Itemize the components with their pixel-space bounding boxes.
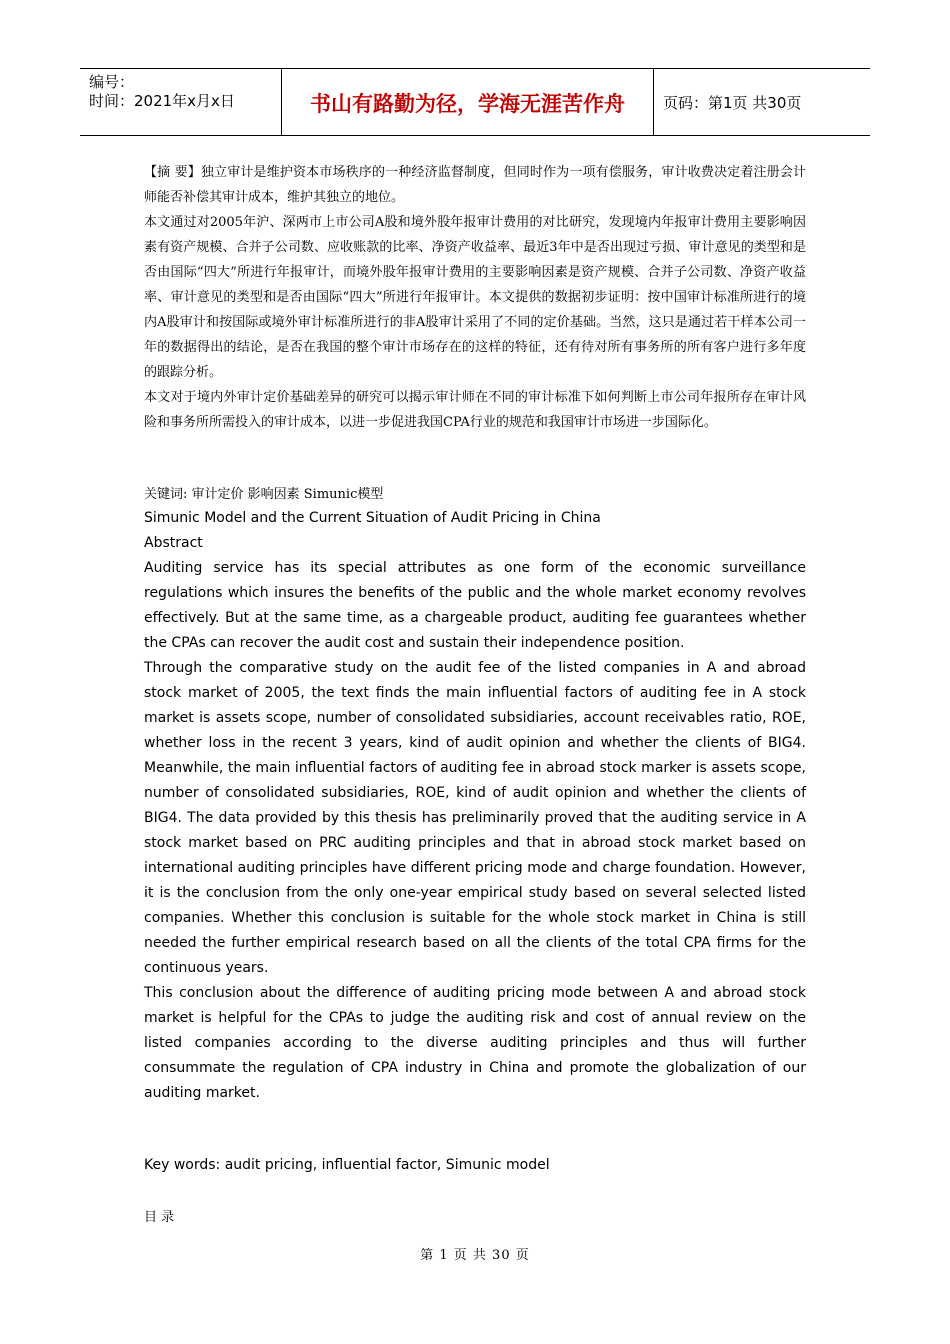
- page-footer: 第 1 页 共 30 页: [420, 1248, 530, 1263]
- abstract-en-paragraph-3: This conclusion about the difference of auditing pricing mode between A and abroad stock market is helpful for the CPAs to judge the auditing risk and cost of annual review on the listed companies according to the diverse auditing principles and thus will further consummate the regulation of CPA industry in China and promote the globalization of our auditing market.: [144, 985, 806, 1101]
- page-header: [80, 68, 870, 136]
- english-title: Simunic Model and the Current Situation of Audit Pricing in China: [144, 510, 601, 526]
- time-label: 时间：2021年x月x日: [89, 92, 235, 110]
- header-page-cell: [654, 69, 870, 135]
- abstract-cn-paragraph-1: 【摘 要】独立审计是维护资本市场秩序的一种经济监督制度，但同时作为一项有偿服务，审计收费决定着注册会计师能否补偿其审计成本，维护其独立的地位。: [144, 165, 806, 205]
- keywords-en-block: [144, 1153, 806, 1178]
- header-motto: 书山有路勤为径，学海无涯苦作舟: [310, 92, 625, 116]
- abstract-cn-paragraph-2: 本文通过对2005年沪、深两市上市公司A股和境外股年报审计费用的对比研究，发现境内年报审计费用主要影响因素有资产规模、合并子公司数、应收账款的比率、净资产收益率、最近3年中是否出现过亏损、审计意见的类型和是否由国际“四大”所进行年报审计，而境外股年报审计费用的主要影响因素是资产规模、合并子公司数、净资产收益率、审计意见的类型和是否由国际“四大”所进行年报审计。本文提供的数据初步证明：按中国审计标准所进行的境内A股审计和按国际或境外审计标准所进行的非A股审计采用了不同的定价基础。当然，这只是通过若干样本公司一年的数据得出的结论，是否在我国的整个审计市场存在的这样的特征，还有待对所有事务所的所有客户进行多年度的跟踪分析。: [144, 215, 806, 380]
- toc-block: [144, 1205, 806, 1230]
- serial-label: 编号：: [89, 73, 135, 91]
- abstract-heading: Abstract: [144, 535, 203, 551]
- keywords-cn-block: [144, 482, 806, 507]
- header-meta-cell: [80, 69, 281, 135]
- abstract-cn-paragraph-3: 本文对于境内外审计定价基础差异的研究可以揭示审计师在不同的审计标准下如何判断上市公司年报所存在审计风险和事务所所需投入的审计成本，以进一步促进我国CPA行业的规范和我国审计市场进一步国际化。: [144, 390, 806, 430]
- header-motto-cell: [281, 69, 654, 135]
- abstract-en: [144, 506, 806, 1106]
- abstract-en-paragraph-1: Auditing service has its special attributes as one form of the economic surveillance regulations which insures the benefits of the public and the whole market economy revolves effectively. But at the same time, as a chargeable product, auditing fee guarantees whether the CPAs can recover the audit cost and sustain their independence position.: [144, 560, 806, 651]
- abstract-cn: [144, 160, 806, 435]
- toc-heading: 目 录: [144, 1210, 175, 1225]
- abstract-en-paragraph-2: Through the comparative study on the audit fee of the listed companies in A and abroad stock market of 2005, the text finds the main influential factors of auditing fee in A stock market is assets scope, number of consolidated subsidiaries, account receivables ratio, ROE, whether loss in the recent 3 years, kind of audit opinion and whether the clients of BIG4. Meanwhile, the main influential factors of auditing fee in abroad stock marker is assets scope, number of consolidated subsidiaries, ROE, kind of audit opinion and whether the clients of BIG4. The data provided by this thesis has preliminarily proved that the auditing service in A stock market based on PRC auditing principles and that in abroad stock market based on international auditing principles have different pricing mode and charge foundation. However, it is the conclusion from the only one-year empirical study based on several selected listed companies. Whether this conclusion is suitable for the whole stock market in China is still needed the further empirical research based on all the clients of the total CPA firms for the continuous years.: [144, 660, 806, 976]
- keywords-en: Key words: audit pricing, influential factor, Simunic model: [144, 1157, 550, 1173]
- header-page-code: 页码：第1页 共30页: [663, 94, 802, 112]
- keywords-cn: 关键词: 审计定价 影响因素 Simunic模型: [144, 487, 384, 502]
